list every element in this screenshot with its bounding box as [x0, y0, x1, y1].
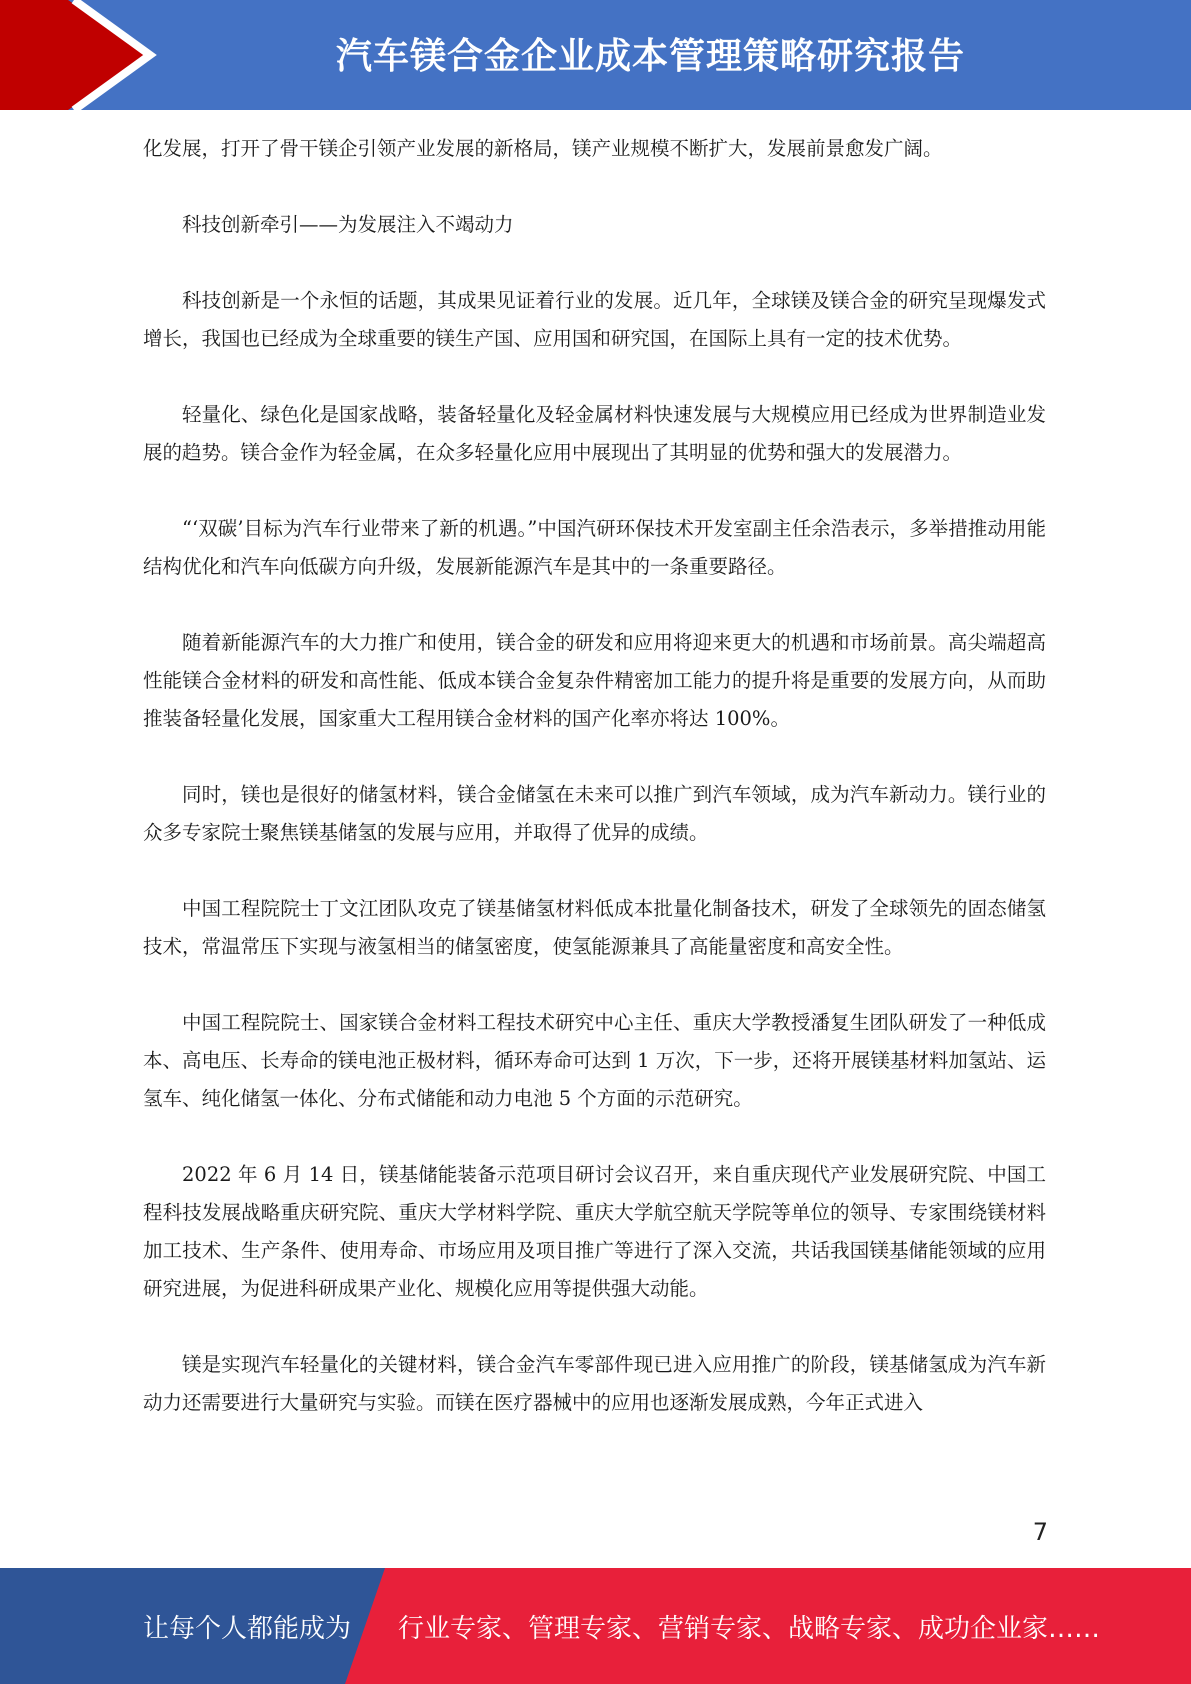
page-header: [0, 0, 1191, 110]
paragraph: “‘双碳’目标为汽车行业带来了新的机遇。”中国汽研环保技术开发室副主任余浩表示，多举措推动用能结构优化和汽车向低碳方向升级，发展新能源汽车是其中的一条重要路径。: [143, 517, 1046, 578]
footer-slogan-roles: 行业专家、管理专家、营销专家、战略专家、成功企业家……: [398, 1613, 1101, 1644]
paragraph: 轻量化、绿色化是国家战略，装备轻量化及轻金属材料快速发展与大规模应用已经成为世界制造业发展的趋势。镁合金作为轻金属，在众多轻量化应用中展现出了其明显的优势和强大的发展潜力。: [143, 403, 1046, 464]
paragraph: 中国工程院院士、国家镁合金材料工程技术研究中心主任、重庆大学教授潘复生团队研发了一种低成本、高电压、长寿命的镁电池正极材料，循环寿命可达到 1 万次，下一步，还将开展镁基材料加氢站、运氢车、纯化储氢一体化、分布式储能和动力电池 5 个方面的示范研究。: [143, 1011, 1046, 1110]
paragraph-continuation: 化发展，打开了骨干镁企引领产业发展的新格局，镁产业规模不断扩大，发展前景愈发广阔。: [143, 137, 943, 160]
page-number: 7: [1032, 1518, 1048, 1546]
page-footer: [0, 1568, 1191, 1684]
footer-slogan-lead: 让每个人都能成为: [143, 1613, 352, 1644]
section-heading: 科技创新牵引——为发展注入不竭动力: [182, 213, 514, 236]
paragraph: 同时，镁也是很好的储氢材料，镁合金储氢在未来可以推广到汽车领域，成为汽车新动力。镁行业的众多专家院士聚焦镁基储氢的发展与应用，并取得了优异的成绩。: [143, 783, 1046, 844]
report-title: 汽车镁合金企业成本管理策略研究报告: [335, 35, 965, 77]
document-body: [143, 130, 1046, 1460]
paragraph: 中国工程院院士丁文江团队攻克了镁基储氢材料低成本批量化制备技术，研发了全球领先的固态储氢技术，常温常压下实现与液氢相当的储氢密度，使氢能源兼具了高能量密度和高安全性。: [143, 897, 1046, 958]
paragraph: 科技创新是一个永恒的话题，其成果见证着行业的发展。近几年，全球镁及镁合金的研究呈现爆发式增长，我国也已经成为全球重要的镁生产国、应用国和研究国，在国际上具有一定的技术优势。: [143, 289, 1046, 350]
paragraph: 镁是实现汽车轻量化的关键材料，镁合金汽车零部件现已进入应用推广的阶段，镁基储氢成为汽车新动力还需要进行大量研究与实验。而镁在医疗器械中的应用也逐渐发展成熟，今年正式进入: [143, 1353, 1046, 1414]
paragraph: 随着新能源汽车的大力推广和使用，镁合金的研发和应用将迎来更大的机遇和市场前景。高尖端超高性能镁合金材料的研发和高性能、低成本镁合金复杂件精密加工能力的提升将是重要的发展方向，从而助推装备轻量化发展，国家重大工程用镁合金材料的国产化率亦将达 100%。: [143, 631, 1046, 730]
paragraph: 2022 年 6 月 14 日，镁基储能装备示范项目研讨会议召开，来自重庆现代产业发展研究院、中国工程科技发展战略重庆研究院、重庆大学材料学院、重庆大学航空航天学院等单位的领导、专家围绕镁材料加工技术、生产条件、使用寿命、市场应用及项目推广等进行了深入交流，共话我国镁基储能领域的应用研究进展，为促进科研成果产业化、规模化应用等提供强大动能。: [143, 1163, 1046, 1300]
